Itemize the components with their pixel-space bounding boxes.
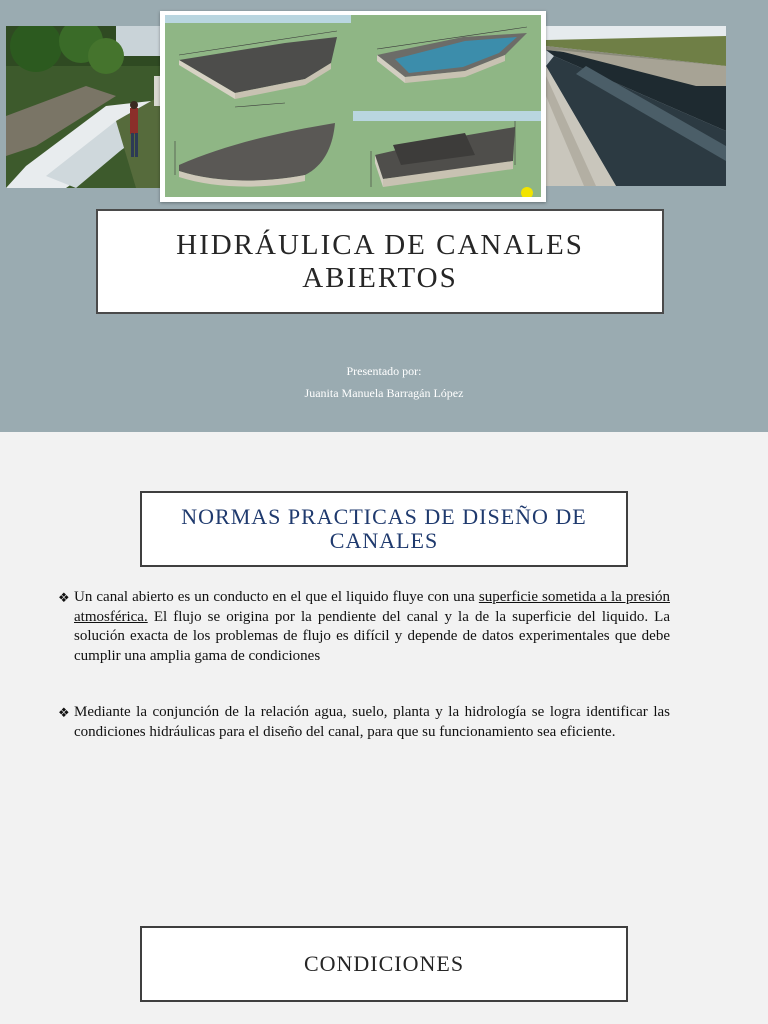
- canal-cross-section-renderings: [160, 11, 546, 202]
- canal-waterfall-photo: [6, 26, 160, 188]
- diamond-bullet-icon: ❖: [58, 705, 70, 720]
- diamond-bullet-icon: ❖: [58, 590, 70, 605]
- title-box: [96, 209, 664, 314]
- content-slide: [0, 432, 768, 1024]
- title-slide: [0, 0, 768, 432]
- bullet-text: Un canal abierto es un conducto en el que el liquido fluye con una: [74, 589, 479, 605]
- next-section-heading: CONDICIONES: [303, 951, 465, 976]
- bullet-underlined-text: superficie sometida a la presión atmosférica.: [74, 589, 670, 625]
- presentation-title: HIDRÁULICA DE CANALES ABIERTOS: [176, 228, 584, 294]
- bullet-text: Mediante la conjunción de la relación agua, suelo, planta y la hidrología se logra identificar las condiciones hidráulicas para el diseño del canal, para que su funcionamiento sea eficiente.: [74, 704, 670, 740]
- author-name: Juanita Manuela Barragán López: [304, 386, 464, 400]
- next-section-heading-box: [140, 926, 628, 1002]
- bullet-text-continued: El flujo se origina por la pendiente del canal y la de la superficie del liquido. La solución exacta de los problemas de flujo es difícil y depende de datos experimentales que debe cumplir una amplia gama de condiciones: [74, 608, 670, 664]
- bullet-item: [58, 588, 670, 666]
- bullet-item: [58, 703, 670, 742]
- section-heading-box: [140, 491, 628, 567]
- presented-by-label: Presentado por:: [346, 364, 422, 378]
- lined-canal-photo: [546, 26, 726, 186]
- section-heading: NORMAS PRACTICAS DE DISEÑO DE CANALES: [181, 504, 587, 553]
